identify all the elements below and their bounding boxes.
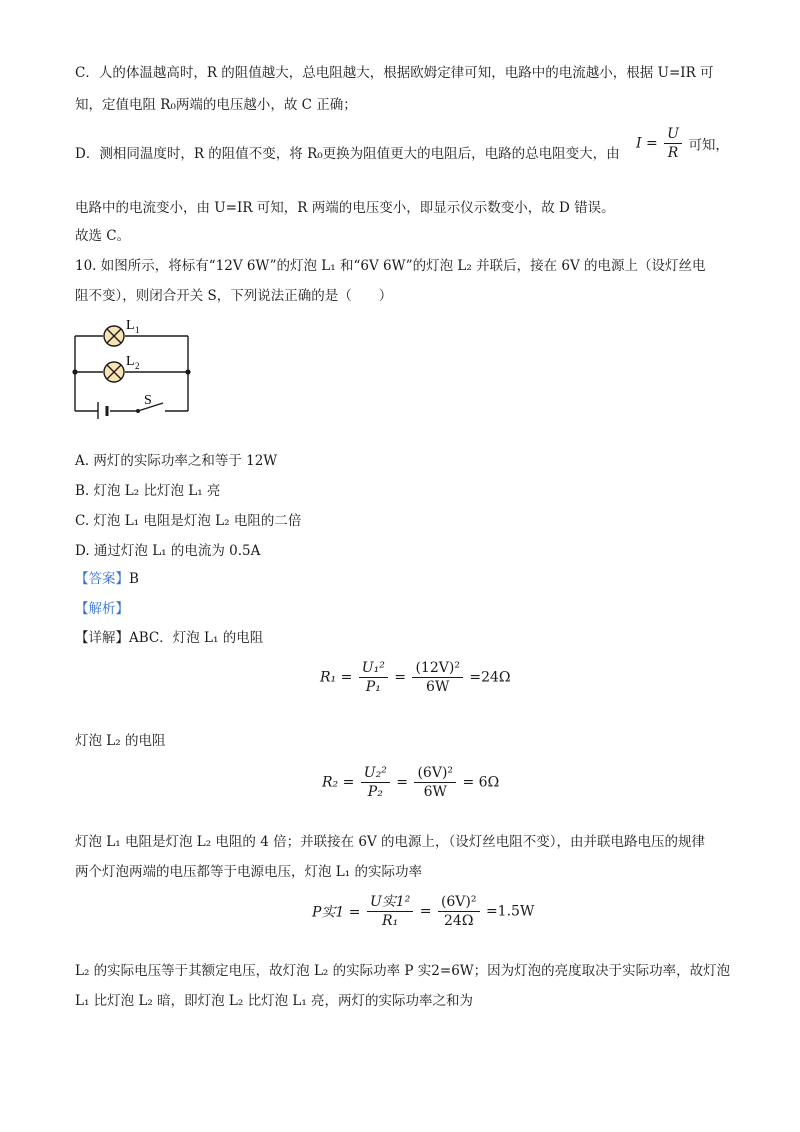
equation-r1: R₁ = $\frac{\text{U₁²}}{\text{P₁}}$ = $\frac{\text{(12V)²}}{6W}$ =24Ω — [320, 660, 511, 695]
eq-p1-num: U实1² — [367, 893, 413, 912]
eq-p1-lhs: P实1 = — [312, 904, 361, 921]
eq-r1-num: U₁² — [359, 659, 388, 678]
eq-p1-den2: 24Ω — [444, 913, 474, 929]
paragraph-1-line1: 灯泡 L₁ 电阻是灯泡 L₂ 电阻的 4 倍；并联接在 6V 的电源上，（设灯丝电阻不变），由并联电路电压的规律 — [75, 834, 706, 850]
option-c-line2: 知，定值电阻 R₀两端的电压越小，故 C 正确； — [75, 97, 357, 113]
answer-value: B — [129, 571, 139, 587]
ohm-denominator: R — [667, 145, 679, 161]
eq-p1-den: R₁ — [382, 913, 399, 929]
paragraph-2-line1: L₂ 的实际电压等于其额定电压，故灯泡 L₂ 的实际功率 P 实2=6W；因为灯泡的亮度取决于实际功率，故灯泡 — [75, 963, 731, 979]
eq-r2-num: U₂² — [361, 764, 390, 783]
eq-r1-result: =24Ω — [469, 669, 511, 686]
eq-r2-lhs: R₂ = — [322, 774, 355, 791]
eq-p1-result: =1.5W — [485, 903, 535, 920]
paragraph-1-line2: 两个灯泡两端的电压都等于电源电压，灯泡 L₁ 的实际功率 — [75, 864, 422, 880]
label-switch: S — [144, 393, 152, 408]
ohm-tail: 可知， — [688, 137, 729, 154]
eq-r2-num2: (6V)² — [414, 764, 456, 783]
eq-p1-num2: (6V)² — [438, 893, 480, 912]
option-d-text: D．测相同温度时，R 的阻值不变，将 R₀更换为阻值更大的电阻后，电路的总电阻变大，由 — [75, 146, 620, 162]
label-l2: L — [126, 354, 135, 369]
option-d-line2: 电路中的电流变小，由 U=IR 可知，R 两端的电压变小，即显示仪示数变小，故 D 错误。 — [75, 200, 615, 216]
label-l1-sub: 1 — [135, 325, 140, 335]
eq-r1-den2: 6W — [426, 679, 450, 695]
option-c-line1: C．人的体温越高时，R 的阻值越大，总电阻越大，根据欧姆定律可知，电路中的电流越小，根据 U=IR 可 — [75, 65, 714, 81]
eq-r2-result: = 6Ω — [462, 774, 500, 791]
question-10-line2: 阻不变），则闭合开关 S，下列说法正确的是（ ） — [75, 288, 393, 304]
label-l2-sub: 2 — [135, 361, 140, 371]
lamp-l1-icon — [104, 326, 124, 346]
option-d-line1 — [75, 144, 620, 164]
equation-r2: R₂ = $\frac{\text{U₂²}}{\text{P₂}}$ = $\frac{\text{(6V)²}}{6W}$ = 6Ω — [322, 765, 500, 800]
eq-r1-num2: (12V)² — [412, 659, 462, 678]
detail-line — [75, 628, 263, 648]
detail-text: ABC．灯泡 L₁ 的电阻 — [129, 630, 264, 646]
eq-r2-den2: 6W — [423, 784, 447, 800]
eq-r2-den: P₂ — [367, 784, 383, 800]
ohm-lhs: I = — [636, 135, 658, 152]
analysis-label: 【解析】 — [75, 601, 129, 617]
lamp-l2-icon — [104, 362, 124, 382]
option-b: B. 灯泡 L₂ 比灯泡 L₁ 亮 — [75, 483, 221, 499]
circuit-diagram — [70, 314, 195, 419]
label-l1: L — [126, 318, 135, 333]
eq-r1-lhs: R₁ = — [320, 669, 353, 686]
equation-p1: P实1 = $\frac{\text{U实1²}}{\text{R₁}}$ = $\frac{\text{(6V)²}}{24\Omega}$ =1.5W — [312, 894, 535, 929]
ohm-numerator: U — [664, 125, 682, 144]
question-10-line1: 10. 如图所示，将标有“12V 6W”的灯泡 L₁ 和“6V 6W”的灯泡 L₂ 并联后，接在 6V 的电源上（设灯丝电 — [75, 258, 706, 274]
option-a: A. 两灯的实际功率之和等于 12W — [75, 453, 278, 469]
choose-c-line: 故选 C。 — [75, 228, 131, 244]
option-d: D. 通过灯泡 L₁ 的电流为 0.5A — [75, 543, 261, 559]
eq-r1-den: P₁ — [365, 679, 381, 695]
answer-line — [75, 569, 139, 589]
option-c: C. 灯泡 L₁ 电阻是灯泡 L₂ 电阻的二倍 — [75, 513, 302, 529]
ohm-formula — [636, 125, 729, 162]
answer-label: 【答案】 — [75, 571, 129, 587]
paragraph-2-line2: L₁ 比灯泡 L₂ 暗，即灯泡 L₂ 比灯泡 L₁ 亮，两灯的实际功率之和为 — [75, 993, 474, 1009]
l2-resistance-line: 灯泡 L₂ 的电阻 — [75, 733, 166, 749]
detail-label: 【详解】 — [75, 630, 129, 646]
